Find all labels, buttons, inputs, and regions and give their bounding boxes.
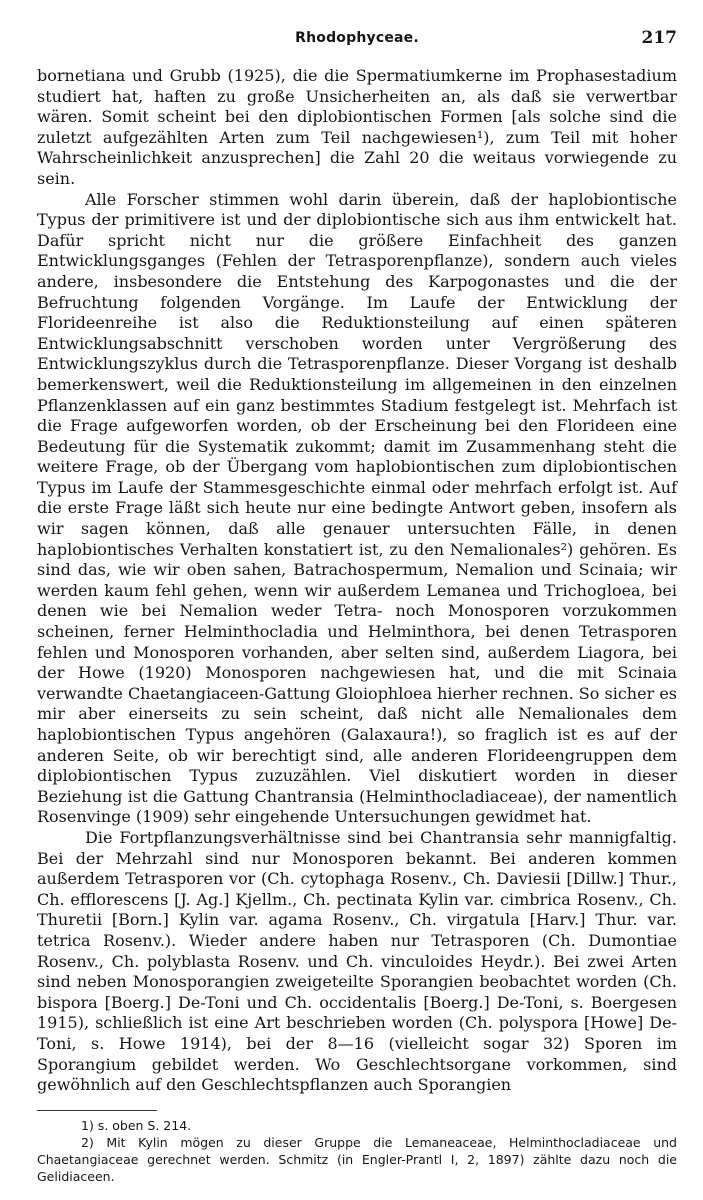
paragraph: Die Fortpflanzungsverhältnisse sind bei Chantransia sehr mannigfaltig. Bei der Mehrzahl sind nur Monosporen bekannt. Bei anderen kommen außerdem Tetrasporen vor (Ch. cytophaga Rosenv., Ch. Daviesii [Dillw.] Thur., Ch. efflorescens [J. Ag.] Kjellm., Ch. pectinata Kylin var. cimbrica Rosenv., Ch. Thuretii [Born.] Kylin var. agama Rosenv., Ch. virgatula [Harv.] Thur. var. tetrica Rosenv.). Wieder andere haben nur Tetrasporen (Ch. Dumontiae Rosenv., Ch. polyblasta Rosenv. und Ch. vinculoides Heydr.). Bei zwei Arten sind neben Monosporangien zweigeteilte Sporangien beobachtet worden (Ch. bispora [Boerg.] De-Toni und Ch. occidentalis [Boerg.] De-Toni, s. Boergesen 1915), schließlich ist eine Art beschrieben worden (Ch. polyspora [Howe] De-Toni, s. Howe 1914), bei der 8—16 (vielleicht sogar 32) Sporen im Sporangium gebildet werden. Wo Geschlechtsorgane vorkommen, sind gewöhnlich auf den Geschlechtspflanzen auch Sporangien xyxy=(37,827,677,1095)
footnote-separator xyxy=(37,1110,157,1111)
paragraph: Alle Forscher stimmen wohl darin überein, daß der haplobiontische Typus der primitivere ist und der diplobiontische sich aus ihm entwickelt hat. Dafür spricht nicht nur die größere Einfachheit des ganzen Entwicklungsganges (Fehlen der Tetrasporenpflanze), sondern auch vieles andere, insbesondere die Entstehung des Karpogonastes und die der Befruchtung folgenden Vorgänge. Im Laufe der Entwicklung der Florideenreihe ist also die Reduktionsteilung auf einen späteren Entwicklungsabschnitt verschoben worden unter Vergrößerung des Entwicklungszyklus durch die Tetrasporenpflanze. Dieser Vorgang ist deshalb bemerkenswert, weil die Reduktionsteilung im allgemeinen in den einzelnen Pflanzenklassen auf ein ganz bestimmtes Stadium festgelegt ist. Mehrfach ist die Frage aufgeworfen worden, ob der Erscheinung bei den Florideen eine Bedeutung für die Systematik zukommt; damit im Zusammenhang steht die weitere Frage, ob der Übergang vom haplobiontischen zum diplobiontischen Typus im Laufe der Stammesgeschichte einmal oder mehrfach erfolgt ist. Auf die erste Frage läßt sich heute nur eine bedingte Antwort geben, insofern als wir sagen können, daß alle genauer untersuchten Fälle, in denen haplobiontisches Verhalten konstatiert ist, zu den Nemalionales²) gehören. Es sind das, wie wir oben sahen, Batrachospermum, Nemalion und Scinaia; wir werden kaum fehl gehen, wenn wir außerdem Lemanea und Trichogloea, bei denen wie bei Nemalion weder Tetra- noch Monosporen vorzukommen scheinen, ferner Helminthocladia und Helminthora, bei denen Tetrasporen fehlen und Monosporen vorhanden, aber selten sind, außerdem Liagora, bei der Howe (1920) Monosporen nachgewiesen hat, und die mit Scinaia verwandte Chaetangiaceen-Gattung Gloiophloea hierher rechnen. So sicher es mir aber einerseits zu sein scheint, daß nicht alle Nemalionales dem haplobiontischen Typus angehören (Galaxaura!), so fraglich ist es auf der anderen Seite, ob wir berechtigt sind, alle anderen Florideengruppen dem diplobiontischen Typus zuzuzählen. Viel diskutiert worden in dieser Beziehung ist die Gattung Chantransia (Helminthocladiaceae), der namentlich Rosenvinge (1909) sehr eingehende Untersuchungen gewidmet hat. xyxy=(37,189,677,827)
running-header xyxy=(37,30,677,56)
page-number: 217 xyxy=(641,28,677,48)
running-title: Rhodophyceae. xyxy=(295,30,419,46)
footnote-1: 1) s. oben S. 214. xyxy=(81,1117,192,1133)
footnote-2: 2) Mit Kylin mögen zu dieser Gruppe die Lemaneaceae, Helminthocladiaceae und Chaetangiaceae gerechnet werden. Schmitz (in Engler-Prantl I, 2, 1897) zählte dazu noch die Gelidiaceen. xyxy=(37,1134,677,1184)
footnotes xyxy=(37,1117,677,1185)
paragraph-continued: bornetiana und Grubb (1925), die die Spermatiumkerne im Prophasestadium studiert hat, haften zu große Unsicherheiten an, als daß sie verwertbar wären. Somit scheint bei den diplobiontischen Formen [als solche sind die zuletzt aufgezählten Arten zum Teil nachgewiesen¹), zum Teil mit hoher Wahrscheinlichkeit anzusprechen] die Zahl 20 die weitaus vorwiegende zu sein. xyxy=(37,66,677,188)
main-text xyxy=(37,66,677,1096)
